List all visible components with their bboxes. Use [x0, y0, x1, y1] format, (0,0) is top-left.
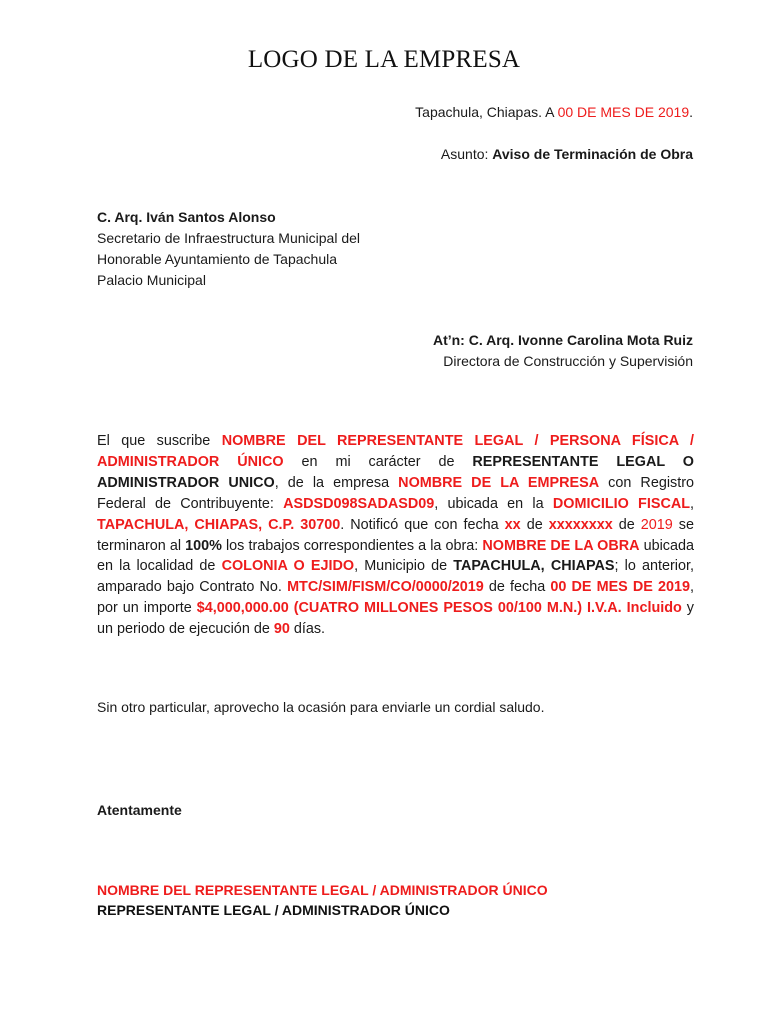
body-segment: . Notificó que con fecha [340, 516, 505, 533]
body-segment: El que suscribe [97, 433, 222, 449]
body-segment: de [612, 516, 641, 533]
body-segment: xxxxxxxx [548, 516, 613, 533]
body-segment: NOMBRE DE LA EMPRESA [398, 474, 600, 491]
attention-name: At’n: C. Arq. Ivonne Carolina Mota Ruiz [432, 332, 693, 348]
body-segment: , Municipio de [354, 558, 454, 575]
body-segment: NOMBRE DE LA OBRA [482, 537, 640, 554]
body-segment: ubicada en la localidad de [97, 537, 694, 575]
body-segment: ASDSD098SADASD09 [283, 495, 435, 512]
body-segment: 100% [185, 537, 222, 554]
signature-title: REPRESENTANTE LEGAL / ADMINISTRADOR ÚNICO [97, 902, 450, 918]
recipient-name: C. Arq. Iván Santos Alonso [97, 209, 276, 225]
attention-role: Directora de Construcción y Supervisión [443, 353, 693, 369]
body-segment: de fecha [483, 579, 551, 596]
signature-name: NOMBRE DEL REPRESENTANTE LEGAL / ADMINISTRADOR ÚNICO [97, 882, 548, 898]
body-segment: , por un importe [97, 579, 694, 617]
body-segment: se terminaron al [97, 516, 694, 554]
body-segment: días. [289, 621, 326, 638]
date-placeholder: 00 DE MES DE 2019 [557, 104, 690, 120]
body-segment: TAPACHULA, CHIAPAS, C.P. 30700 [97, 516, 341, 533]
closing-sentence: Sin otro particular, aprovecho la ocasión para enviarle un cordial saludo. [97, 699, 545, 715]
body-paragraph [97, 431, 694, 640]
body-segment: los trabajos correspondientes a la obra: [221, 537, 483, 554]
subject-text: Aviso de Terminación de Obra [492, 146, 693, 162]
recipient-line: Secretario de Infraestructura Municipal del [97, 230, 361, 246]
recipient-line: Palacio Municipal [97, 272, 206, 288]
date-prefix: Tapachula, Chiapas. A [415, 104, 558, 120]
body-segment: , de la empresa [274, 474, 399, 491]
body-segment: ; lo anterior, amparado bajo Contrato No. [97, 558, 694, 596]
company-logo-placeholder: LOGO DE LA EMPRESA [247, 46, 521, 73]
body-segment: COLONIA O EJIDO [221, 558, 355, 575]
body-segment: 00 DE MES DE 2019 [550, 579, 690, 596]
body-segment: en mi carácter de [283, 453, 473, 470]
body-segment: 90 [273, 621, 290, 638]
body-segment: TAPACHULA, CHIAPAS [453, 558, 615, 575]
recipient-block [97, 207, 360, 291]
body-segment: xx [504, 516, 521, 533]
body-segment: con Registro Federal de Contribuyente: [97, 474, 695, 512]
body-segment: de [520, 516, 549, 533]
date-suffix: . [689, 104, 693, 120]
body-segment: $4,000,000.00 (CUATRO MILLONES PESOS 00/100 M.N.) I.V.A. Incluido [196, 600, 682, 617]
body-segment: REPRESENTANTE LEGAL O ADMINISTRADOR UNICO [97, 453, 694, 491]
body-segment: 2019 [640, 516, 673, 533]
recipient-line: Honorable Ayuntamiento de Tapachula [97, 251, 337, 267]
body-segment: DOMICILIO FISCAL [552, 495, 691, 512]
body-segment: , ubicada en la [434, 495, 553, 512]
subject-label: Asunto: [440, 146, 493, 162]
body-segment: , [690, 495, 695, 512]
body-segment: y un periodo de ejecución de [97, 600, 695, 638]
body-segment: NOMBRE DEL REPRESENTANTE LEGAL / PERSONA FÍSICA / ADMINISTRADOR ÚNICO [97, 433, 694, 470]
sign-off: Atentamente [97, 802, 182, 818]
attention-block [433, 330, 693, 372]
subject-line [441, 146, 693, 162]
body-segment: MTC/SIM/FISM/CO/0000/2019 [287, 579, 484, 596]
date-line [415, 104, 693, 120]
